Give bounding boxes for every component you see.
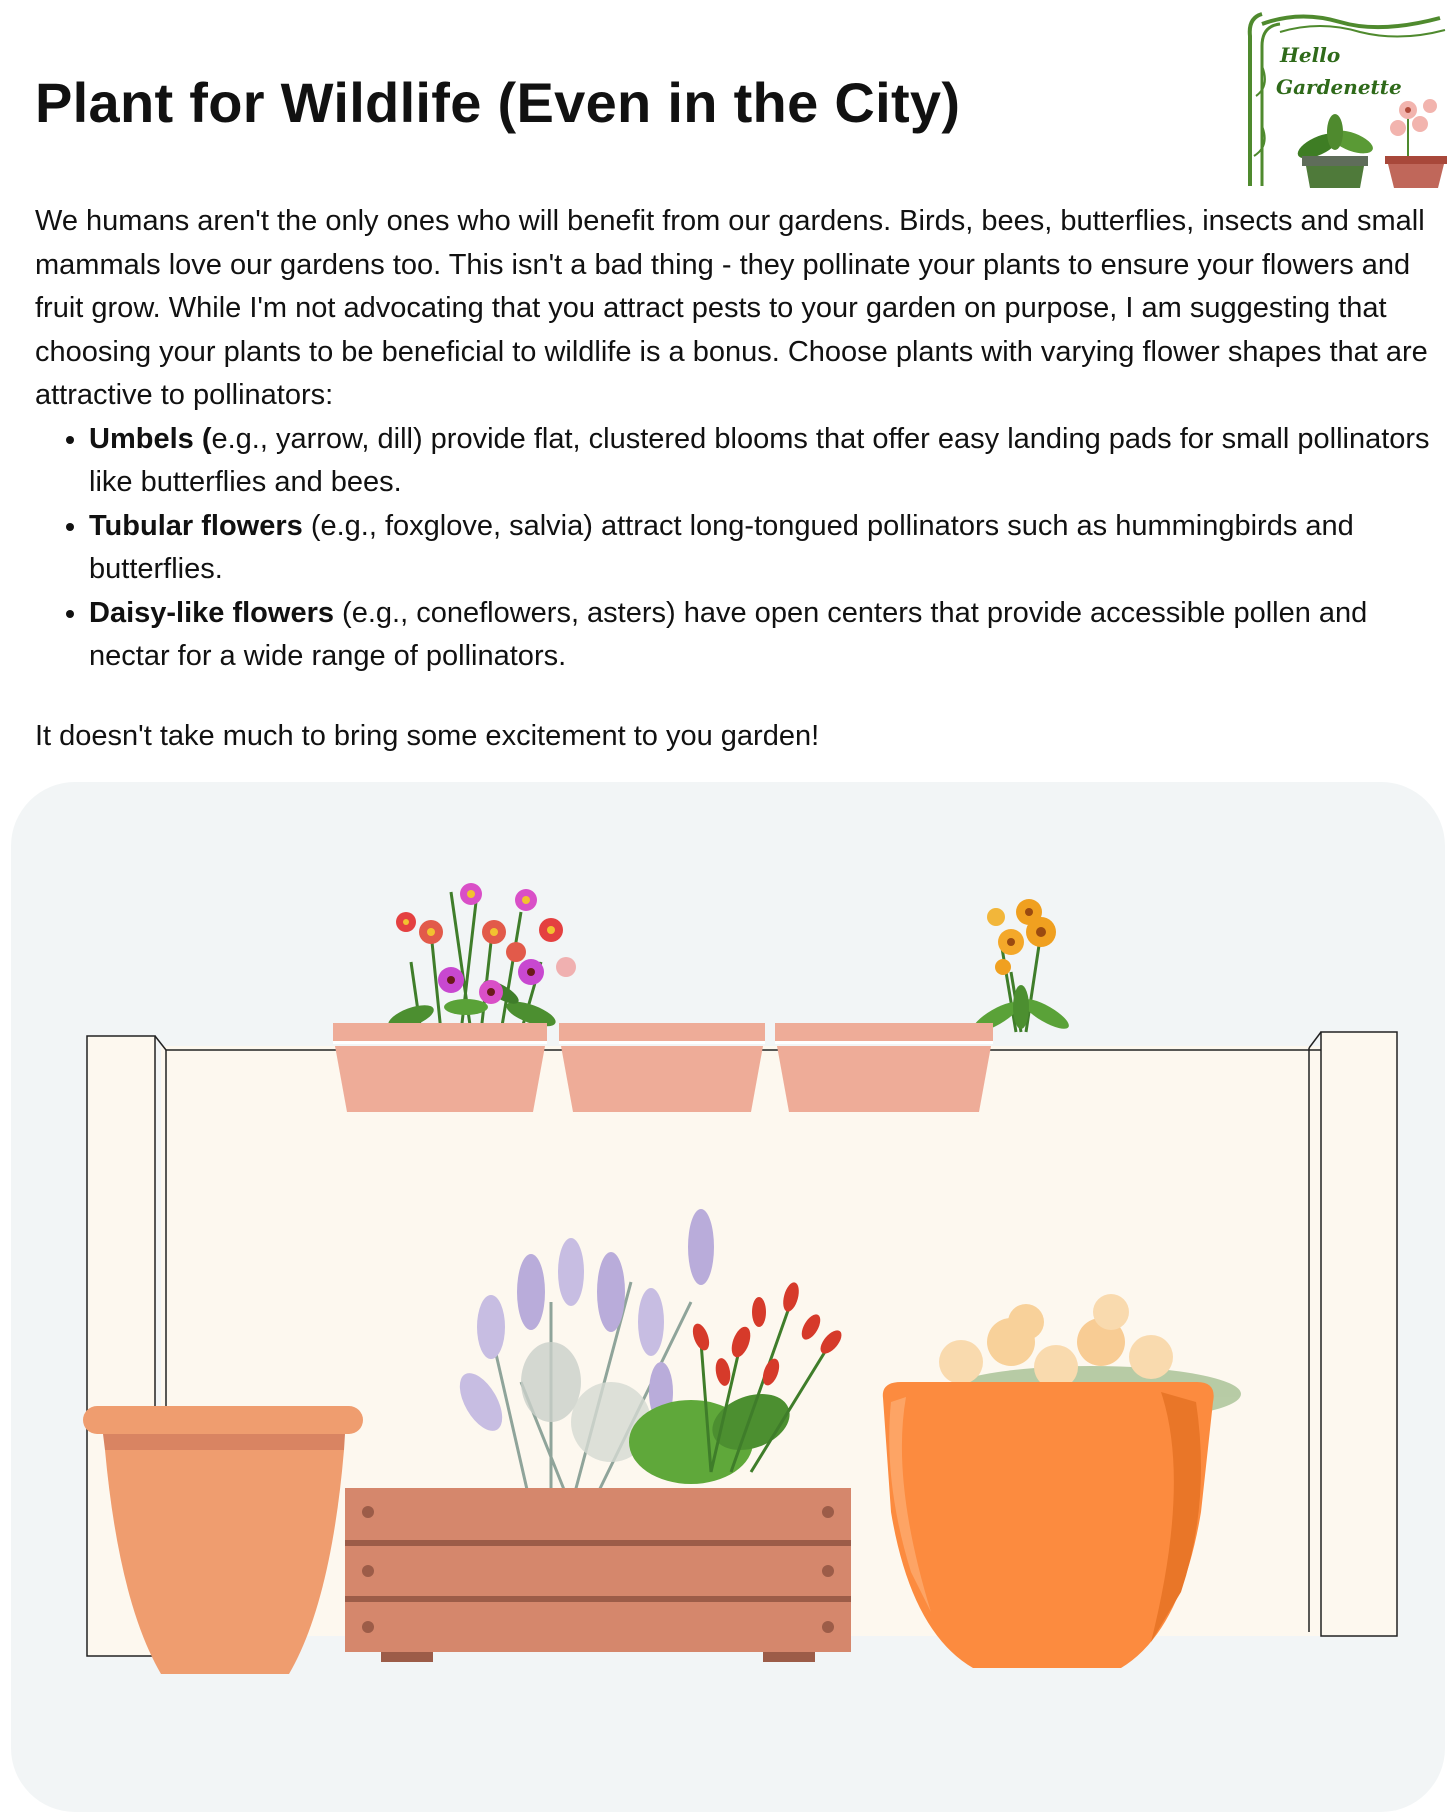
wooden-crate-planter [345,1488,851,1662]
list-item [89,505,1430,592]
logo-line1: Hello [1280,43,1341,67]
list-item-text: e.g., yarrow, dill) provide flat, clustered blooms that offer easy landing pads for small pollinators like butterflies and bees. [89,422,1430,498]
list-item-term: Daisy-like flowers [89,596,334,629]
rail-planter-right [775,1023,993,1112]
list-item-term: Umbels ( [89,422,212,455]
rail-planter-left [333,1023,547,1112]
page-title: Plant for Wildlife (Even in the City) [35,71,961,134]
logo-flower-pot [1385,99,1447,188]
pollinator-flower-list [35,418,1430,679]
marigold-plant [969,899,1072,1037]
zinnia-plant [385,883,576,1034]
list-item-term: Tubular flowers [89,509,303,542]
hello-gardenette-logo [1240,6,1450,188]
list-item-text: (e.g., coneflowers, asters) have open centers that provide accessible pollen and nectar for a wide range of pollinators. [89,596,1368,672]
list-item [89,592,1430,679]
right-pillar [1309,1032,1397,1636]
article-body [35,200,1430,679]
closing-line: It doesn't take much to bring some excitement to you garden! [35,720,820,752]
logo-line2: Gardenette [1276,75,1402,99]
balcony-garden-illustration [11,782,1445,1812]
logo-leafy-pot [1294,114,1375,188]
list-item-text: (e.g., foxglove, salvia) attract long-tongued pollinators such as hummingbirds and butterflies. [89,509,1354,585]
intro-paragraph: We humans aren't the only ones who will benefit from our gardens. Birds, bees, butterflies, insects and small mammals love our gardens too. This isn't a bad thing - they pollinate your plants to ensure your flowers and fruit grow. While I'm not advocating that you attract pests to your garden on purpose, I am suggesting that choosing your plants to be beneficial to wildlife is a bonus. Choose plants with varying flower shapes that are attractive to pollinators: [35,205,1428,411]
list-item [89,418,1430,505]
rail-planter-middle [559,1023,765,1112]
